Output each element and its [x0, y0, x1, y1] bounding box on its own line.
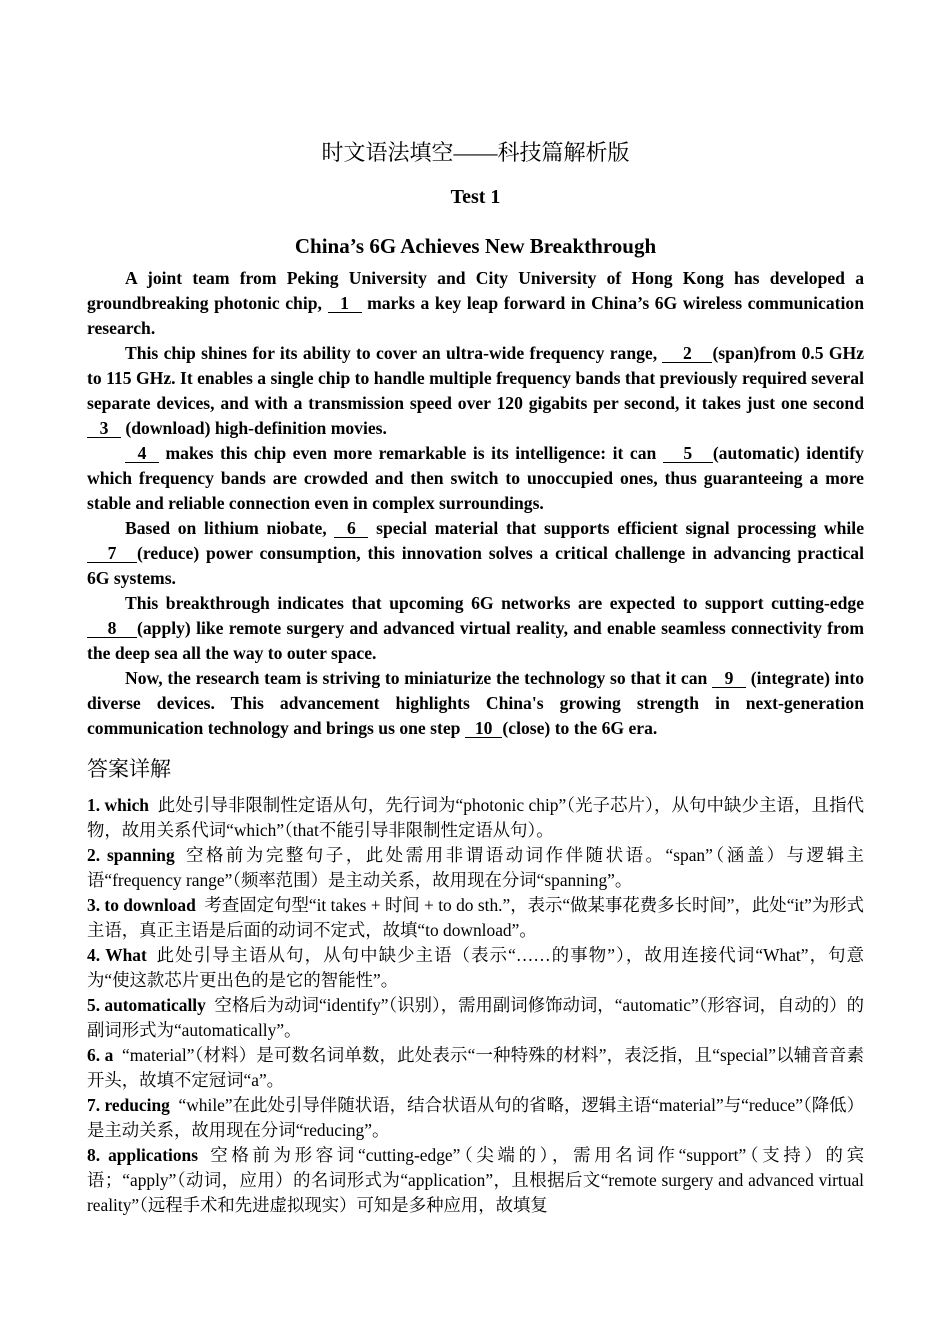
passage-text: (integrate) into diverse devices. This advancement highlights China's growing strength in next-generation communication technology and brings us one step: [87, 668, 864, 738]
answer-key: 1. which: [87, 795, 149, 815]
answer-explanation: 此处引导非限制性定语从句，先行词为“photonic chip”（光子芯片），从句中缺少主语，且指代物，故用关系代词“which”（that不能引导非限制性定语从句）。: [87, 795, 864, 840]
passage-text: Now, the research team is striving to miniaturize the technology so that it can: [125, 668, 713, 688]
answer-list: [87, 793, 864, 1218]
passage-paragraph: [87, 666, 864, 741]
answer-key: 5. automatically: [87, 995, 206, 1015]
passage-text: makes this chip even more remarkable is its intelligence: it can: [159, 443, 663, 463]
answer-item: [87, 893, 864, 943]
answer-key: 3. to download: [87, 895, 196, 915]
answer-key: 2. spanning: [87, 845, 175, 865]
answer-key: 6. a: [87, 1045, 114, 1065]
answer-explanation: 考查固定句型“it takes + 时间 + to do sth.”，表示“做某事花费多长时间”，此处“it”为形式主语，真正主语是后面的动词不定式，故填“to download”。: [87, 895, 865, 940]
answers-heading: 答案详解: [87, 757, 171, 781]
blank-8: 8: [87, 620, 137, 638]
blank-1: 1: [328, 295, 362, 313]
passage-text: This chip shines for its ability to cover an ultra-wide frequency range,: [125, 343, 663, 363]
passage-text: (apply) like remote surgery and advanced virtual reality, and enable seamless connectivity from the deep sea all the way to outer space.: [87, 618, 864, 663]
blank-4: 4: [125, 445, 159, 463]
passage-text: (automatic) identify which frequency bands are crowded and then switch to unoccupied ones, thus guaranteeing a more stable and reliable connection even in complex surroundings.: [87, 443, 864, 513]
blank-10: 10: [465, 720, 503, 738]
answer-item: [87, 843, 864, 893]
passage-paragraph: [87, 591, 864, 666]
blank-6: 6: [334, 520, 368, 538]
passage-paragraph: [87, 341, 864, 441]
test-label: Test 1: [450, 186, 501, 208]
passage-text: This breakthrough indicates that upcoming 6G networks are expected to support cutting-edge: [125, 593, 864, 613]
passage-text: special material that supports efficient signal processing while: [368, 518, 864, 538]
passage-text: (close) to the 6G era.: [502, 718, 658, 738]
passage-text: (span)from 0.5 GHz to 115 GHz. It enables a single chip to handle multiple frequency bands that previously required several separate devices, and with a transmission speed over 120 gigabits per second, it takes just one second: [87, 343, 865, 413]
blank-5: 5: [663, 445, 713, 463]
answer-explanation: “material”（材料）是可数名词单数，此处表示“一种特殊的材料”，表泛指，且“special”以辅音音素开头，故填不定冠词“a”。: [87, 1045, 865, 1090]
blank-3: 3: [87, 420, 121, 438]
answer-item: [87, 1043, 864, 1093]
passage-text: marks a key leap forward in China’s 6G wireless communication research.: [87, 293, 864, 338]
blank-7: 7: [87, 545, 137, 563]
answer-item: [87, 1143, 864, 1218]
answer-key: 7. reducing: [87, 1095, 170, 1115]
document-title: 时文语法填空——科技篇解析版: [321, 140, 630, 165]
blank-2: 2: [662, 345, 712, 363]
answer-key: 4. What: [87, 945, 147, 965]
passage-text: (reduce) power consumption, this innovation solves a critical challenge in advancing practical 6G systems.: [87, 543, 864, 588]
answer-key: 8. applications: [87, 1145, 198, 1165]
passage-text: Based on lithium niobate,: [125, 518, 335, 538]
passage-paragraph: [87, 266, 864, 341]
passage-headline: China’s 6G Achieves New Breakthrough: [294, 234, 657, 258]
answer-explanation: “while”在此处引导伴随状语，结合状语从句的省略，逻辑主语“material”与“reduce”（降低）是主动关系，故用现在分词“reducing”。: [87, 1095, 864, 1140]
document-page: [87, 136, 864, 1218]
blank-9: 9: [712, 670, 746, 688]
passage: [87, 266, 864, 741]
answer-explanation: 空格前为形容词“cutting-edge”（尖端的），需用名词作“support”（支持）的宾语；“apply”（动词，应用）的名词形式为“application”，且根据后文“remote surgery and advanced virtual reality”（远程手术和先进虚拟现实）可知是多种应用，故填复: [87, 1145, 865, 1215]
answer-explanation: 空格后为动词“identify”（识别），需用副词修饰动词，“automatic”（形容词，自动的）的副词形式为“automatically”。: [87, 995, 864, 1040]
answer-item: [87, 1093, 864, 1143]
answer-item: [87, 793, 864, 843]
answer-explanation: 空格前为完整句子，此处需用非谓语动词作伴随状语。“span”（涵盖）与逻辑主语“frequency range”（频率范围）是主动关系，故用现在分词“spanning”。: [87, 845, 864, 890]
passage-text: A joint team from Peking University and City University of Hong Kong has developed a groundbreaking photonic chip,: [87, 268, 864, 313]
passage-paragraph: [87, 516, 864, 591]
answer-explanation: 此处引导主语从句，从句中缺少主语（表示“……的事物”），故用连接代词“What”，句意为“使这款芯片更出色的是它的智能性”。: [87, 945, 864, 990]
passage-paragraph: [87, 441, 864, 516]
answer-item: [87, 993, 864, 1043]
answer-item: [87, 943, 864, 993]
passage-text: (download) high-definition movies.: [121, 418, 387, 438]
